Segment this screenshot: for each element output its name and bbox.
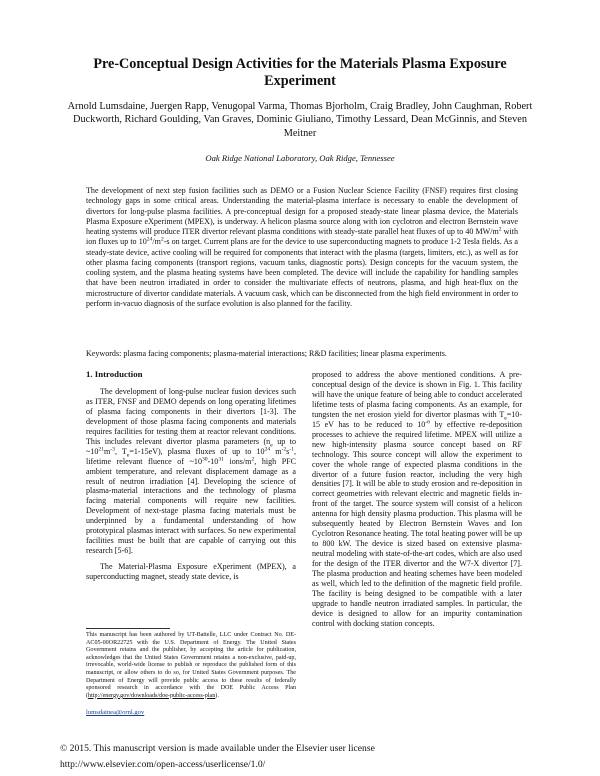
section-heading: 1. Introduction — [86, 369, 143, 379]
license-statement: © 2015. This manuscript version is made available under the Elsevier user license — [60, 743, 375, 754]
abstract: The development of next step fusion facilities such as DEMO or a Fusion Nuclear Science Facility (FNSF) requires first closing technology gaps in some critical areas. Understanding the material-plasma interface is necessary to enable the development of divertors for long-pulse plasma facilities. A pre-conceptual design for a proposed steady-state linear plasma device, the Materials Plasma Exposure eXperiment (MPEX), is underway. A helicon plasma source along with ion cyclotron and electron Bernstein wave heating systems will produce ITER divertor relevant plasma conditions with steady-state parallel heat fluxes of up to 40 $MW/m^2$ with ion fluxes up to $10^{24}/m^2-s$ on target. Current plans are for the device to use superconducting magnets to produce 1-2 Tesla fields. As a steady-state device, active cooling will be required for components that interact with the plasma (targets, limiters, etc.), as well as for other plasma facing components (transport regions, vacuum tanks, diagnostic ports). Design concepts for the vacuum system, the cooling system, and the plasma heating systems have been completed. The device will include the capability for handling samples that have been neutron irradiated in order to consider the multivariate effects of neutrons, plasma, and high heat-flux on the microstructure of divertor candidate materials. A vacuum cask, which can be disconnected from the high field environment in order to perform in-vacuo diagnosis of the surface evolution is also planned for the facility. — [86, 186, 518, 308]
paper-title: Pre-Conceptual Design Activities for the Materials Plasma Exposure Experiment — [93, 56, 507, 89]
author-list: Arnold Lumsdaine, Juergen Rapp, Venugopal Varma, Thomas Bjorholm, Craig Bradley, John Caughman, Robert Duckworth, Richard Goulding, Van Graves, Dominic Giuliano, Timothy Lessard, Dean McGinnis, and Steven Meitner — [67, 101, 533, 139]
footnote-divider — [86, 628, 170, 629]
intro-paragraph-3: proposed to address the above mentioned conditions. A pre-conceptual design of the device is shown in Fig. 1. This facility will have the unique feature of being able to conduct accelerated lifetime tests of plasma facing components. As an example, for tungsten the net erosion yield for divertor plasmas with $T_e=10-15$ eV has to be reduced to $10^{-6}$ by effective re-deposition processes to achieve the required lifetime. MPEX will utilize a new high-intensity plasma source concept based on RF technology. This source concept will allow the experiment to cover the whole range of expected plasma conditions in the divertor of a future fusion reactor, including the very high densities [7]. It will be able to study erosion and re-deposition in correct geometries with relevant electric and magnetic fields in-front of the target. The source system will consist of a helicon antenna for high density plasma production. This plasma will be subsequently heated by Electron Bernstein Waves and Ion Cyclotron Resonance heating. The total heating power will be up to 800 kW. The device is sized based on extensive plasma-neutral modeling with state-of-the-art codes, which are also used for the design of the ITER divertor and the W7-X divertor [7]. The plasma production and heating schemes have been modeled as well, which led to the definition of the magnetic field profile. The facility is being designed to be compatible with a later upgrade to handle neutron irradiated samples. In particular, the device is designed to allow for an impurity contamination control with docking station concepts. — [312, 370, 523, 628]
right-column — [312, 370, 522, 635]
keywords: Keywords: plasma facing components; plasma-material interactions; R&D facilities; linear plasma experiments. — [86, 349, 447, 358]
intro-paragraph-1: The development of long-pulse nuclear fusion devices such as ITER, FNSF and DEMO depends on long operating lifetimes of plasma facing components in their divertors [1-3]. The development of those plasma facing components and materials requires facilities for testing them at reactor relevant conditions. This includes relevant divertor plasma parameters ($n_e$ up to $\sim 10^{21}m^{-3}$, $T_e=1-15eV$), plasma fluxes of up to $10^{24}$ $m^{-2}s^{-1}$, lifetime relevant fluence of $\sim 10^{30}-10^{31}$ ions/$m^2$, high PFC ambient temperature, and relevant displacement damage as a result of neutron irradiation [4]. Developing the science of plasma-material interactions and the technology of plasma facing material components will require new facilities. Development of next-stage plasma facing materials must be underpinned by a fundamental understanding of how prototypical plasmas interact with surfaces. So new experimental facilities must be built that are capable of carrying out this research [5-6]. — [86, 386, 297, 556]
footnote: This manuscript has been authored by UT-Battelle, LLC under Contract No. DE-AC05-00OR22725 with the U.S. Department of Energy. The United States Government retains and the publisher, by accepting the article for publication, acknowledges that the United States Government retains a non-exclusive, paid-up, irrevocable, world-wide license to publish or reproduce the published form of this manuscript, or allow others to do so, for United States Government purposes. The Department of Energy will provide public access to these results of federally sponsored research in accordance with the DOE Public Access Plan (http://energy.gov/downloads/doe-public-access-plan). — [86, 632, 296, 699]
left-column — [86, 370, 296, 588]
corresponding-email-link[interactable]: lumsdainea@ornl.gov — [86, 709, 145, 716]
affiliation: Oak Ridge National Laboratory, Oak Ridge, Tennessee — [205, 153, 395, 163]
license-url-link[interactable]: http://www.elsevier.com/open-access/userlicense/1.0/ — [60, 759, 266, 770]
doe-access-plan-link[interactable]: http://energy.gov/downloads/doe-public-access-plan — [88, 692, 216, 699]
intro-paragraph-2: The Material-Plasma Exposure eXperiment (MPEX), a superconducting magnet, steady state device, is — [86, 562, 296, 582]
